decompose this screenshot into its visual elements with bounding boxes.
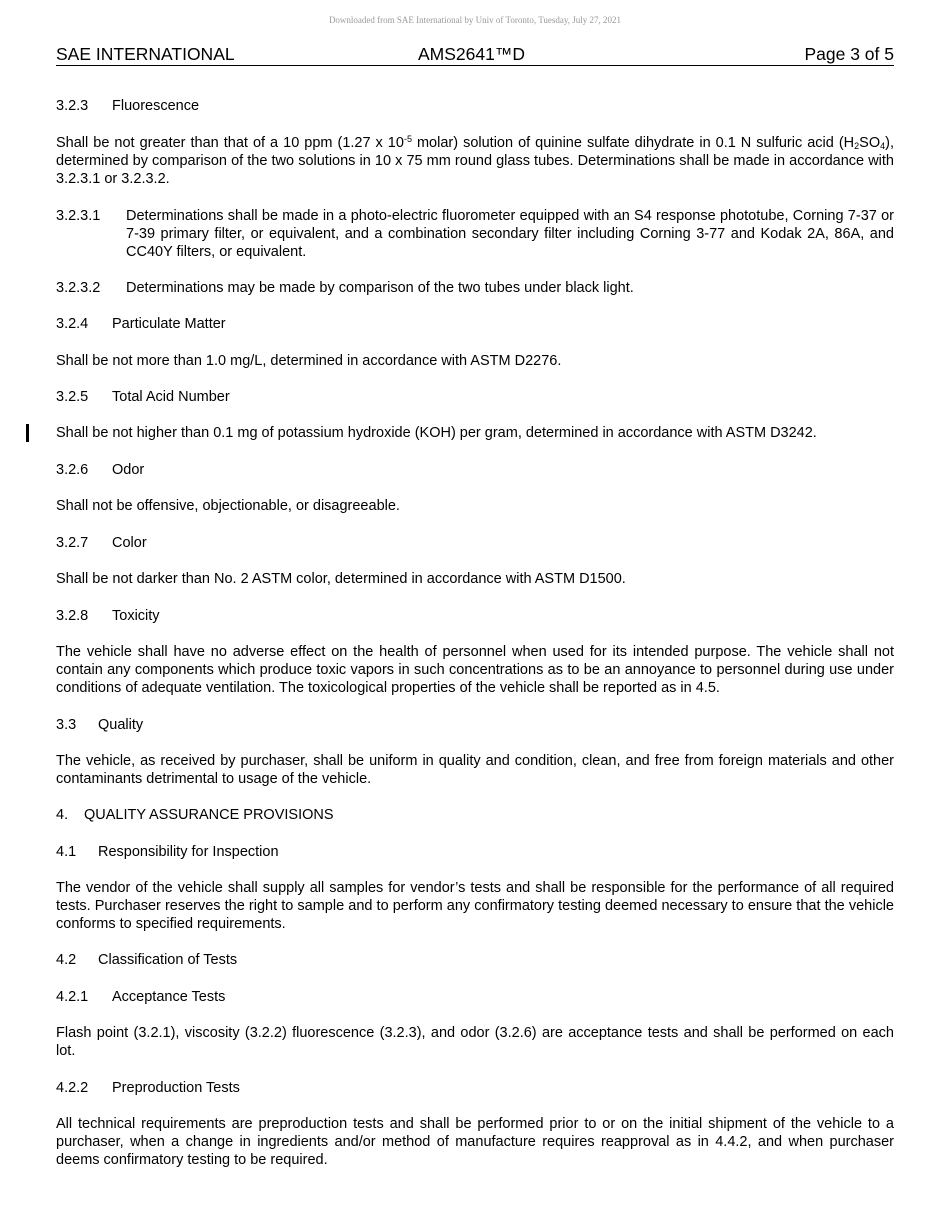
header-page-number: Page 3 of 5 [804,44,894,64]
section-heading-3-2-5 [56,388,894,406]
paragraph-fluorescence [56,134,894,189]
subsection-number: 3.2.3.1 [56,208,101,224]
header-doc-id: AMS2641™D [418,44,525,64]
page-header [56,44,894,66]
section-number: 3.2.4 [56,316,89,332]
paragraph-particulate-matter: Shall be not more than 1.0 mg/L, determined in accordance with ASTM D2276. [56,353,562,369]
download-watermark: Downloaded from SAE International by Univ of Toronto, Tuesday, July 27, 2021 [328,15,622,25]
section-number: 4. [56,807,69,823]
section-heading-4 [56,806,894,824]
paragraph-total-acid-number: Shall be not higher than 0.1 mg of potassium hydroxide (KOH) per gram, determined in accordance with ASTM D3242. [56,425,817,441]
section-title: Classification of Tests [98,952,238,968]
paragraph-odor: Shall not be offensive, objectionable, or disagreeable. [56,498,400,514]
section-number: 4.2.1 [56,989,89,1005]
section-heading-3-3 [56,716,894,734]
paragraph-quality: The vehicle, as received by purchaser, shall be uniform in quality and condition, clean, and free from foreign materials and other contaminants detrimental to usage of the vehicle. [56,753,894,788]
section-number: 3.3 [56,717,77,733]
subsection-3-2-3-1 [56,207,894,262]
section-title: Responsibility for Inspection [98,844,279,860]
text-run: molar) solution of quinine sulfate dihydrate in 0.1 N sulfuric acid (H [411,135,855,151]
subsection-text: Determinations may be made by comparison of the two tubes under black light. [126,280,634,296]
subsection-text: Determinations shall be made in a photo-electric fluorometer equipped with an S4 response phototube, Corning 7-37 or 7-39 primary filter, or equivalent, and a combination secondary filter including Corning 3-77 and Kodak 2A, 86A, and CC40Y filters, or equivalent. [126,208,894,261]
section-heading-4-2 [56,951,894,969]
subsection-3-2-3-2 [56,279,894,297]
section-title: Total Acid Number [112,389,230,405]
section-number: 3.2.6 [56,462,89,478]
section-title: Quality [98,717,144,733]
paragraph-responsibility: The vendor of the vehicle shall supply all samples for vendor’s tests and shall be responsible for the performance of all required tests. Purchaser reserves the right to sample and to perform any confirmatory testing deemed necessary to ensure that the vehicle conforms to specified requirements. [56,880,894,933]
section-heading-4-2-1 [56,988,894,1006]
section-number: 3.2.5 [56,389,89,405]
section-number: 4.2 [56,952,77,968]
section-number: 3.2.8 [56,608,89,624]
paragraph-color: Shall be not darker than No. 2 ASTM color, determined in accordance with ASTM D1500. [56,571,626,587]
section-number: 4.2.2 [56,1080,89,1096]
section-title: Odor [112,462,145,478]
section-title: Color [112,535,147,551]
paragraph-preproduction-tests: All technical requirements are preproduction tests and shall be performed prior to or on the initial shipment of the vehicle to a purchaser, when a change in ingredients and/or method of manufacture requires reapproval as in 4.4.2, and when purchaser deems confirmatory testing to be required. [56,1116,894,1169]
section-title: Particulate Matter [112,316,226,332]
superscript: -5 [403,134,412,144]
section-heading-3-2-3 [56,97,894,115]
section-title: Fluorescence [112,98,200,114]
section-heading-3-2-8 [56,607,894,625]
text-run: Shall be not greater than that of a 10 ppm (1.27 x 10 [56,135,404,151]
subsection-number: 3.2.3.2 [56,280,101,296]
section-title: Acceptance Tests [112,989,226,1005]
section-number: 3.2.7 [56,535,89,551]
section-number: 3.2.3 [56,98,89,114]
section-heading-3-2-4 [56,315,894,333]
subscript: 2 [854,141,860,151]
text-run: SO [859,135,881,151]
section-heading-3-2-6 [56,461,894,479]
section-title: Preproduction Tests [112,1080,240,1096]
section-heading-4-2-2 [56,1079,894,1097]
section-heading-3-2-7 [56,534,894,552]
subscript: 4 [880,141,886,151]
header-org: SAE INTERNATIONAL [56,44,235,64]
section-title: Toxicity [112,608,160,624]
section-number: 4.1 [56,844,77,860]
revision-change-bar [26,424,29,442]
section-title: QUALITY ASSURANCE PROVISIONS [84,807,334,823]
section-heading-4-1 [56,843,894,861]
paragraph-acceptance-tests: Flash point (3.2.1), viscosity (3.2.2) fluorescence (3.2.3), and odor (3.2.6) are acceptance tests and shall be performed on each lot. [56,1025,894,1060]
text-run: ), determined by comparison of the two solutions in 10 x 75 mm round glass tubes. Determinations shall be made in accordance with 3.2.3.1 or 3.2.3.2. [56,135,894,188]
paragraph-toxicity: The vehicle shall have no adverse effect on the health of personnel when used for its intended purpose. The vehicle shall not contain any components which produce toxic vapors in such concentrations as to be an annoyance to personnel during use under conditions of adequate ventilation. The toxicological properties of the vehicle shall be reported as in 4.5. [56,644,894,697]
